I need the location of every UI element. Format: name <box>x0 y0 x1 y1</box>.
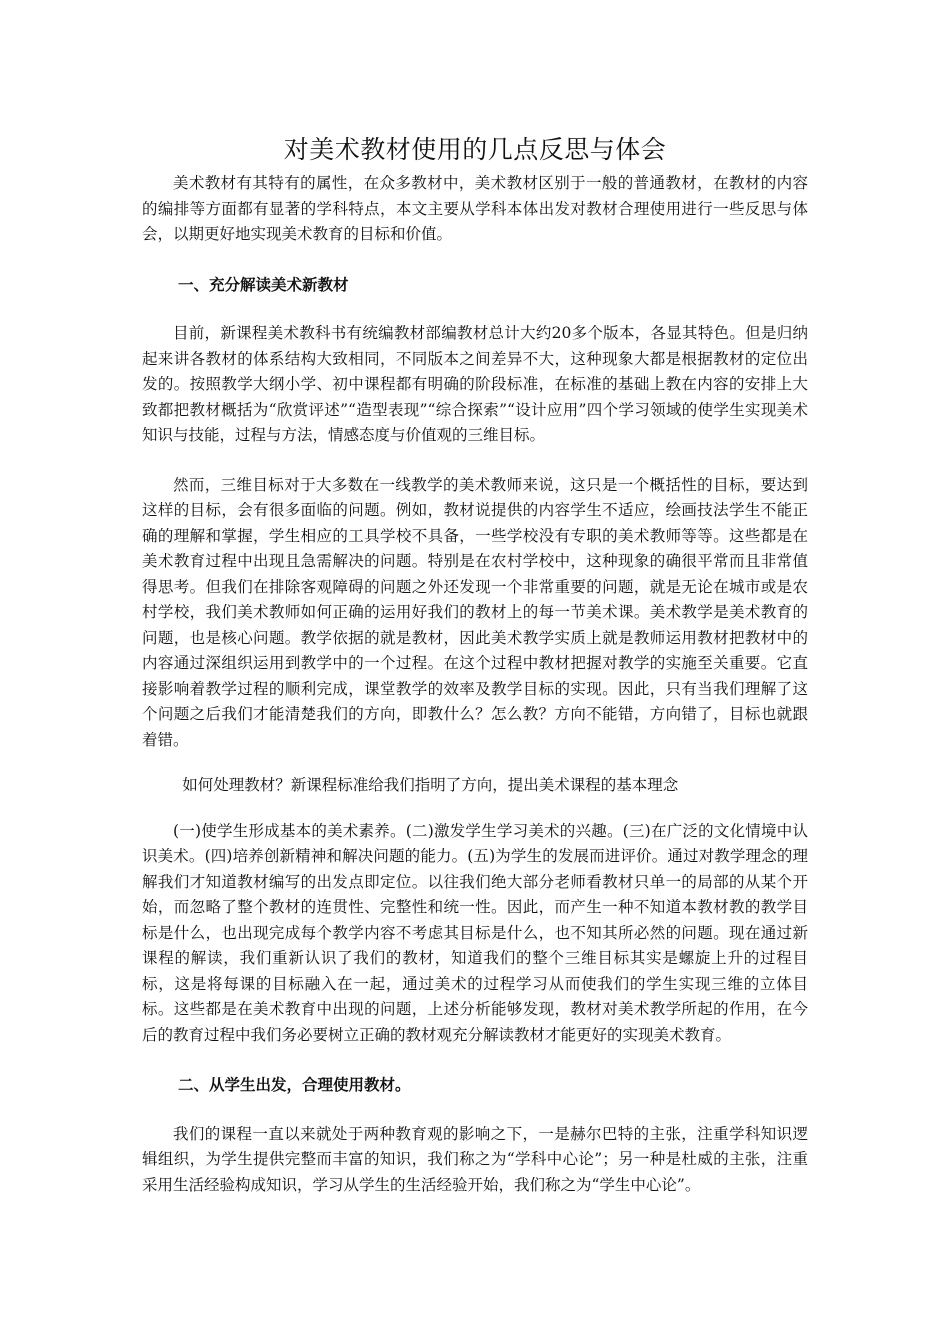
intro-paragraph: 美术教材有其特有的属性，在众多教材中，美术教材区别于一般的普通教材，在教材的内容的编排等方面都有显著的学科特点，本文主要从学科本体出发对教材合理使用进行一些反思与体会，以期更好地实现美术教育的目标和价值。 <box>142 174 808 243</box>
document-title: 对美术教材使用的几点反思与体会 <box>283 135 667 164</box>
section-1-heading: 一、充分解读美术新教材 <box>178 274 349 294</box>
document-body <box>142 133 808 1198</box>
section-1-paragraph-1: 目前，新课程美术教科书有统编教材部编教材总计大约20多个版本，各显其特色。但是归纳起来讲各教材的体系结构大致相同，不同版本之间差异不大，这种现象大都是根据教材的定位出发的。按照教学大纲小学、初中课程都有明确的阶段标准，在标准的基础上教在内容的安排上大致都把教材概括为“欣赏评述”“造型表现”“综合探索”“设计应用”四个学习领域的使学生实现美术知识与技能，过程与方法，情感态度与价值观的三维目标。 <box>142 324 808 444</box>
section-1-paragraph-3: 如何处理教材？新课程标准给我们指明了方向，提出美术课程的基本理念 <box>182 776 679 794</box>
section-1-paragraph-4: (一)使学生形成基本的美术素养。(二)激发学生学习美术的兴趣。(三)在广泛的文化情境中认识美术。(四)培养创新精神和解决问题的能力。(五)为学生的发展而进评价。通过对教学理念的理解我们才知道教材编写的出发点即定位。以往我们绝大部分老师看教材只单一的局部的从某个开始，而忽略了整个教材的连贯性、完整性和统一性。因此，而产生一种不知道本教材教的教学目标是什么，也出现完成每个教学内容不考虑其目标是什么，也不知其所必然的问题。现在通过新课程的解读，我们重新认识了我们的教材，知道我们的整个三维目标其实是螺旋上升的过程目标，这是将每课的目标融入在一起，通过美术的过程学习从而使我们的学生实现三维的立体目标。这些都是在美术教育中出现的问题，上述分析能够发现，教材对美术教学所起的作用，在今后的教育过程中我们务必要树立正确的教材观充分解读教材才能更好的实现美术教育。 <box>142 821 808 1044</box>
section-1-paragraph-2: 然而，三维目标对于大多数在一线教学的美术教师来说，这只是一个概括性的目标，要达到这样的目标，会有很多面临的问题。例如，教材说提供的内容学生不适应，绘画技法学生不能正确的理解和掌握，学生相应的工具学校不具备，一些学校没有专职的美术教师等等。这些都是在美术教育过程中出现且急需解决的问题。特别是在农村学校中，这种现象的确很平常而且非常值得思考。但我们在排除客观障碍的问题之外还发现一个非常重要的问题，就是无论在城市或是农村学校，我们美术教师如何正确的运用好我们的教材上的每一节美术课。美术教学是美术教育的问题，也是核心问题。教学依据的就是教材，因此美术教学实质上就是教师运用教材把教材中的内容通过深组织运用到教学中的一个过程。在这个过程中教材把握对教学的实施至关重要。它直接影响着教学过程的顺利完成，课堂教学的效率及教学目标的实现。因此，只有当我们理解了这个问题之后我们才能清楚我们的方向，即教什么？怎么教？方向不能错，方向错了，目标也就跟着错。 <box>142 475 808 749</box>
section-2-heading: 二、从学生出发，合理使用教材。 <box>178 1075 411 1094</box>
section-2-paragraph-1: 我们的课程一直以来就处于两种教育观的影响之下，一是赫尔巴特的主张，注重学科知识逻辑组织，为学生提供完整而丰富的知识，我们称之为“学科中心论”；另一种是杜威的主张，注重采用生活经验构成知识，学习从学生的生活经验开始，我们称之为“学生中心论”。 <box>142 1124 808 1194</box>
